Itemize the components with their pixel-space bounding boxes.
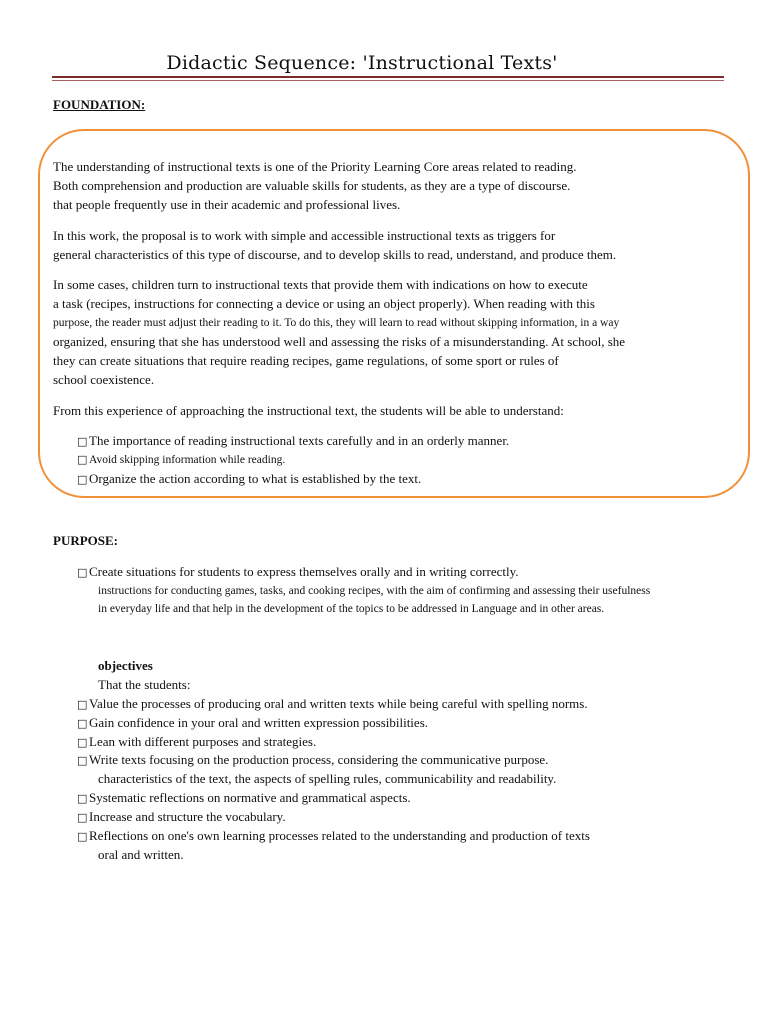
foundation-text-line: they can create situations that require reading recipes, game regulations, of some sport or rules of xyxy=(53,353,559,368)
objective-item: □ Reflections on one's own learning processes related to the understanding and production of texts xyxy=(77,828,590,843)
checkbox-bullet-icon: □ xyxy=(77,717,88,730)
objective-item: □ Lean with different purposes and strategies. xyxy=(77,734,317,749)
checkbox-bullet-icon: □ xyxy=(77,453,88,466)
objective-item: □ Gain confidence in your oral and written expression possibilities. xyxy=(77,715,429,730)
foundation-bullet: □ Organize the action according to what is established by the text. xyxy=(77,471,422,486)
foundation-bullet: □ The importance of reading instructional texts carefully and in an orderly manner. xyxy=(77,433,510,448)
foundation-text-line: From this experience of approaching the instructional text, the students will be able to understand: xyxy=(53,403,564,418)
title-rule xyxy=(52,76,724,78)
purpose-text-line: instructions for conducting games, tasks, and cooking recipes, with the aim of confirming and assessing their usefulness xyxy=(98,585,651,597)
foundation-text-line: purpose, the reader must adjust their reading to it. To do this, they will learn to read without skipping information, in a way xyxy=(53,317,620,329)
purpose-bullet: □ Create situations for students to express themselves orally and in writing correctly. xyxy=(77,564,519,579)
document-title: Didactic Sequence: 'Instructional Texts' xyxy=(166,52,558,74)
objective-item-continued: oral and written. xyxy=(98,847,184,862)
foundation-bullet: □ Avoid skipping information while reading. xyxy=(77,453,286,466)
foundation-text-line: In this work, the proposal is to work with simple and accessible instructional texts as triggers for xyxy=(53,228,556,243)
objective-item: □ Systematic reflections on normative and grammatical aspects. xyxy=(77,790,411,805)
checkbox-bullet-icon: □ xyxy=(77,698,88,711)
objectives-intro: That the students: xyxy=(98,677,191,692)
foundation-text-line: school coexistence. xyxy=(53,372,155,387)
foundation-text-line: The understanding of instructional texts is one of the Priority Learning Core areas related to reading. xyxy=(53,159,577,174)
foundation-text-line: that people frequently use in their academic and professional lives. xyxy=(53,197,401,212)
foundation-text-line: In some cases, children turn to instructional texts that provide them with indications on how to execute xyxy=(53,277,588,292)
foundation-text-line: organized, ensuring that she has understood well and assessing the risks of a misunderstanding. At school, she xyxy=(53,334,626,349)
checkbox-bullet-icon: □ xyxy=(77,811,88,824)
objective-item-continued: characteristics of the text, the aspects of spelling rules, communicability and readability. xyxy=(98,771,557,786)
purpose-heading: PURPOSE: xyxy=(53,533,118,548)
checkbox-bullet-icon: □ xyxy=(77,435,88,448)
title-rule-thin xyxy=(52,80,724,81)
checkbox-bullet-icon: □ xyxy=(77,792,88,805)
objective-item: □ Value the processes of producing oral and written texts while being careful with spelling norms. xyxy=(77,696,588,711)
checkbox-bullet-icon: □ xyxy=(77,830,88,843)
checkbox-bullet-icon: □ xyxy=(77,473,88,486)
checkbox-bullet-icon: □ xyxy=(77,566,88,579)
foundation-text-line: Both comprehension and production are valuable skills for students, as they are a type of discourse. xyxy=(53,178,571,193)
checkbox-bullet-icon: □ xyxy=(77,754,88,767)
checkbox-bullet-icon: □ xyxy=(77,736,88,749)
objective-item: □ Increase and structure the vocabulary. xyxy=(77,809,286,824)
foundation-text-line: a task (recipes, instructions for connecting a device or using an object properly). When reading with this xyxy=(53,296,595,311)
purpose-text-line: in everyday life and that help in the development of the topics to be addressed in Language and in other areas. xyxy=(98,603,605,615)
foundation-text-line: general characteristics of this type of discourse, and to develop skills to read, understand, and produce them. xyxy=(53,247,617,262)
objectives-heading: objectives xyxy=(98,658,153,673)
objective-item: □ Write texts focusing on the production process, considering the communicative purpose. xyxy=(77,752,549,767)
foundation-heading: FOUNDATION: xyxy=(53,97,146,112)
